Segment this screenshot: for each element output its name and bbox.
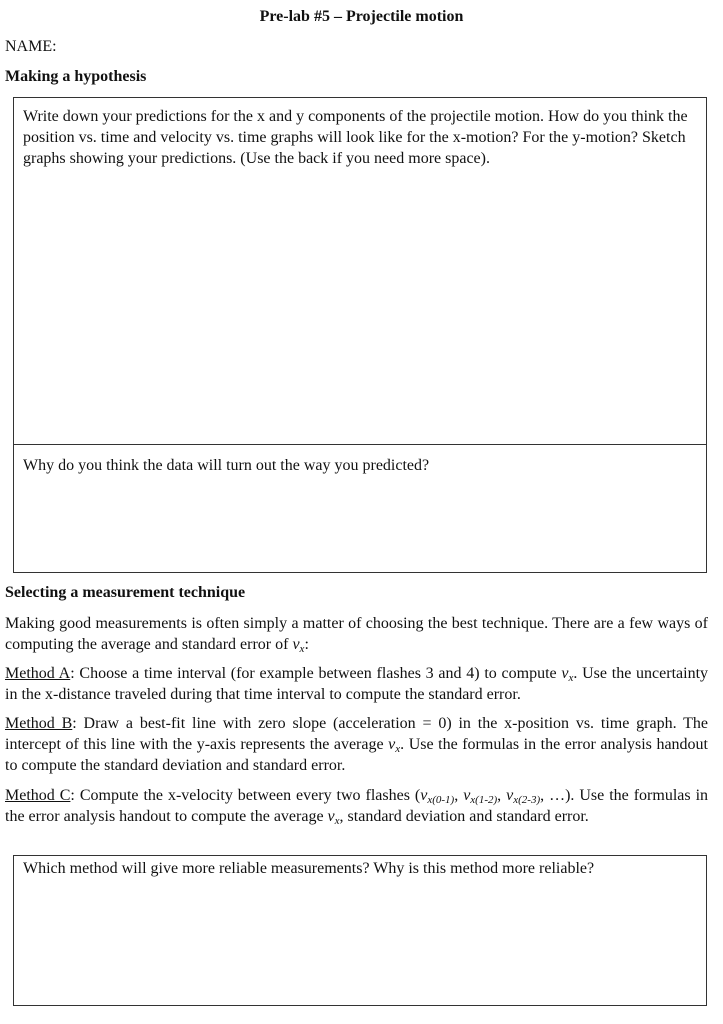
method-question: Which method will give more reliable measurements? Why is this method more reliable? (23, 860, 595, 877)
reasoning-prompt: Why do you think the data will turn out the way you predicted? (23, 457, 430, 474)
method-b-label: Method B (5, 715, 73, 732)
method-b-paragraph: Method B: Draw a best-fit line with zero slope (acceleration = 0) in the x-position vs. time graph. The intercept of this line with the y-axis represents the average $v_x$. Use the formulas in the error analysis handout to compute the standard deviation and standard error. (5, 715, 709, 774)
method-answer-box[interactable] (13, 855, 707, 1006)
method-a-label: Method A (5, 665, 71, 682)
method-c-label: Method C (5, 787, 71, 804)
hypothesis-heading: Making a hypothesis (5, 68, 147, 85)
page-title: Pre-lab #5 – Projectile motion (259, 8, 464, 25)
technique-intro: Making good measurements is often simply a matter of choosing the best technique. There are a few ways of computing the average and standard error of $v_x$: (5, 615, 708, 655)
name-label: NAME: (5, 38, 57, 55)
method-a-paragraph: Method A: Choose a time interval (for example between flashes 3 and 4) to compute $v_x$. Use the uncertainty in the x-distance traveled during that time interval to compute the standard error. (5, 665, 709, 703)
reasoning-answer-box[interactable] (13, 444, 707, 573)
technique-heading: Selecting a measurement technique (5, 584, 246, 601)
method-c-paragraph: Method C: Compute the x-velocity between every two flashes ($v_{x(0-1)}$, $v_{x(1-2)}$, $v_{x(2-3)}$, …). Use the formulas in the error analysis handout to compute the average $v_x$, standard deviation and standard error. (5, 787, 709, 827)
prediction-prompt: Write down your predictions for the x and y components of the projectile motion. How do you think the position vs. time and velocity vs. time graphs will look like for the x-motion? For the y-motion? Sketch graphs showing your predictions. (Use the back if you need more space). (23, 108, 688, 167)
prediction-answer-box[interactable] (13, 97, 707, 445)
